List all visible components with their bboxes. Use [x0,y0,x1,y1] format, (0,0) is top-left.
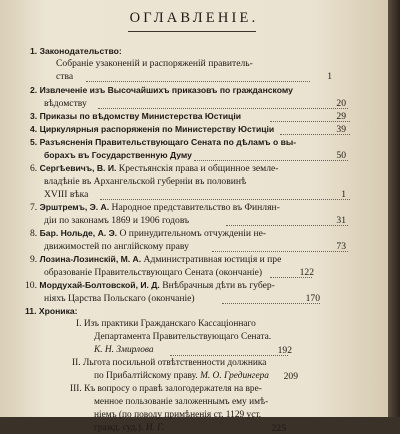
page-number: 31 [336,215,346,226]
entry-number: 4. [30,124,38,134]
entry-number: 3. [30,111,38,121]
entry-number: 1. [30,46,38,56]
page-number: 1 [327,71,332,82]
entry-number: I. [76,319,82,329]
entry-number: 10. [25,280,37,291]
entry-author: Мордухай-Болтовской, И. Д. [39,280,160,290]
entry-line: Изъ практики Гражданскаго Кассаціоннаго [83,319,256,329]
entry-line: ства [56,71,74,82]
entry-line: Внѣбрачныя дѣти въ губер- [162,280,275,291]
entry-author: М. О. Гредингера [200,371,269,381]
entry-line: образованіе Правительствующаго Сената (окончаніе) [44,267,263,278]
entry-number: 11. [25,306,37,316]
page-number: 209 [283,371,298,382]
entry-line: О принудительномъ отчужденіи не- [119,228,267,239]
entry-line: ніяхъ Царства Польскаго (окончаніе) [44,293,195,304]
entry-line: движимостей по англійскому праву [44,241,189,252]
page-number: 225 [271,423,286,434]
entry-number: 8. [30,228,38,239]
entry-author: Эрштремъ, Э. А. [39,202,110,212]
page-number: 20 [336,98,346,109]
page-number: 39 [336,124,346,135]
entry-line: ніемъ (по поводу примѣненія ст. 1129 уст. [94,410,262,420]
entry-line: Разъясненія Правительствующаго Сената по дѣламъ о вы- [39,137,297,147]
entry-line: гражд. суд.). [94,423,144,433]
entry-line: по Прибалтійскому праву. [94,371,198,381]
dot-leader [98,107,348,109]
entry-line: Къ вопросу о правѣ залогодержателя на вре- [84,384,262,394]
entry-number: III. [70,384,82,394]
page-number: 170 [305,293,320,304]
entry-line: Собраніе узаконеній и распоряженій правитель- [56,58,253,69]
entry-line: менное пользованіе заложеннымъ ему имѣ- [94,397,269,407]
entry-line: XVIII вѣка [44,189,89,200]
entry-number: 7. [30,202,38,213]
entry-line: Льгота посильной отвѣтственности должника [82,358,267,368]
entry-number: 5. [30,137,38,147]
page-number: 73 [336,241,346,252]
entry-number: II. [72,358,81,368]
entry-author: И. Г. [145,423,165,433]
page-number: 122 [299,267,314,278]
entry-number: 6. [30,163,38,174]
entry-line: борахъ въ Государственную Думу [44,150,192,160]
entry-line: Департамента Правительствующаго Сената. [94,332,272,342]
entry-line: Циркулярныя распоряженія по Министерству Юстиціи [39,124,275,134]
page-number: 1 [341,189,346,200]
page-title: ОГЛАВЛЕНІЕ. [129,10,259,26]
entry-line: Крестьянскія права и общинное земле- [118,163,279,174]
entry-line: Административная юстиція и пре [143,254,282,265]
page-number: 192 [277,345,292,356]
entry-line: владѣніе въ Архангельской губерніи въ половинѣ [44,176,247,187]
dot-leader [100,198,350,200]
entry-author: Бар. Нольде, А. Э. [39,228,118,238]
dot-leader [86,80,310,82]
entry-line: вѣдомству [44,98,87,109]
entry-heading: Законодательство: [39,46,122,56]
entry-line: діи по законамъ 1869 и 1906 годовъ [44,215,190,226]
page-edge-shadow [388,0,400,417]
entry-author: Сергѣевичъ, В. И. [39,163,117,173]
entry-number: 9. [30,254,38,265]
page-number: 29 [336,111,346,122]
entry-number: 2. [30,85,38,95]
entry-line: Приказы по вѣдомству Министерства Юстиціи [39,111,242,121]
entry-heading: Хроника: [38,306,78,316]
title-rule [128,31,256,32]
entry-author: Лозина-Лозинскій, М. А. [39,254,142,264]
entry-line: Извлеченіе изъ Высочайшихъ приказовъ по гражданскому [39,85,293,95]
entry-author: К. Н. Змирлова [94,345,154,355]
page-number: 50 [336,150,346,161]
entry-line: Народное представительство въ Финлян- [111,202,280,213]
